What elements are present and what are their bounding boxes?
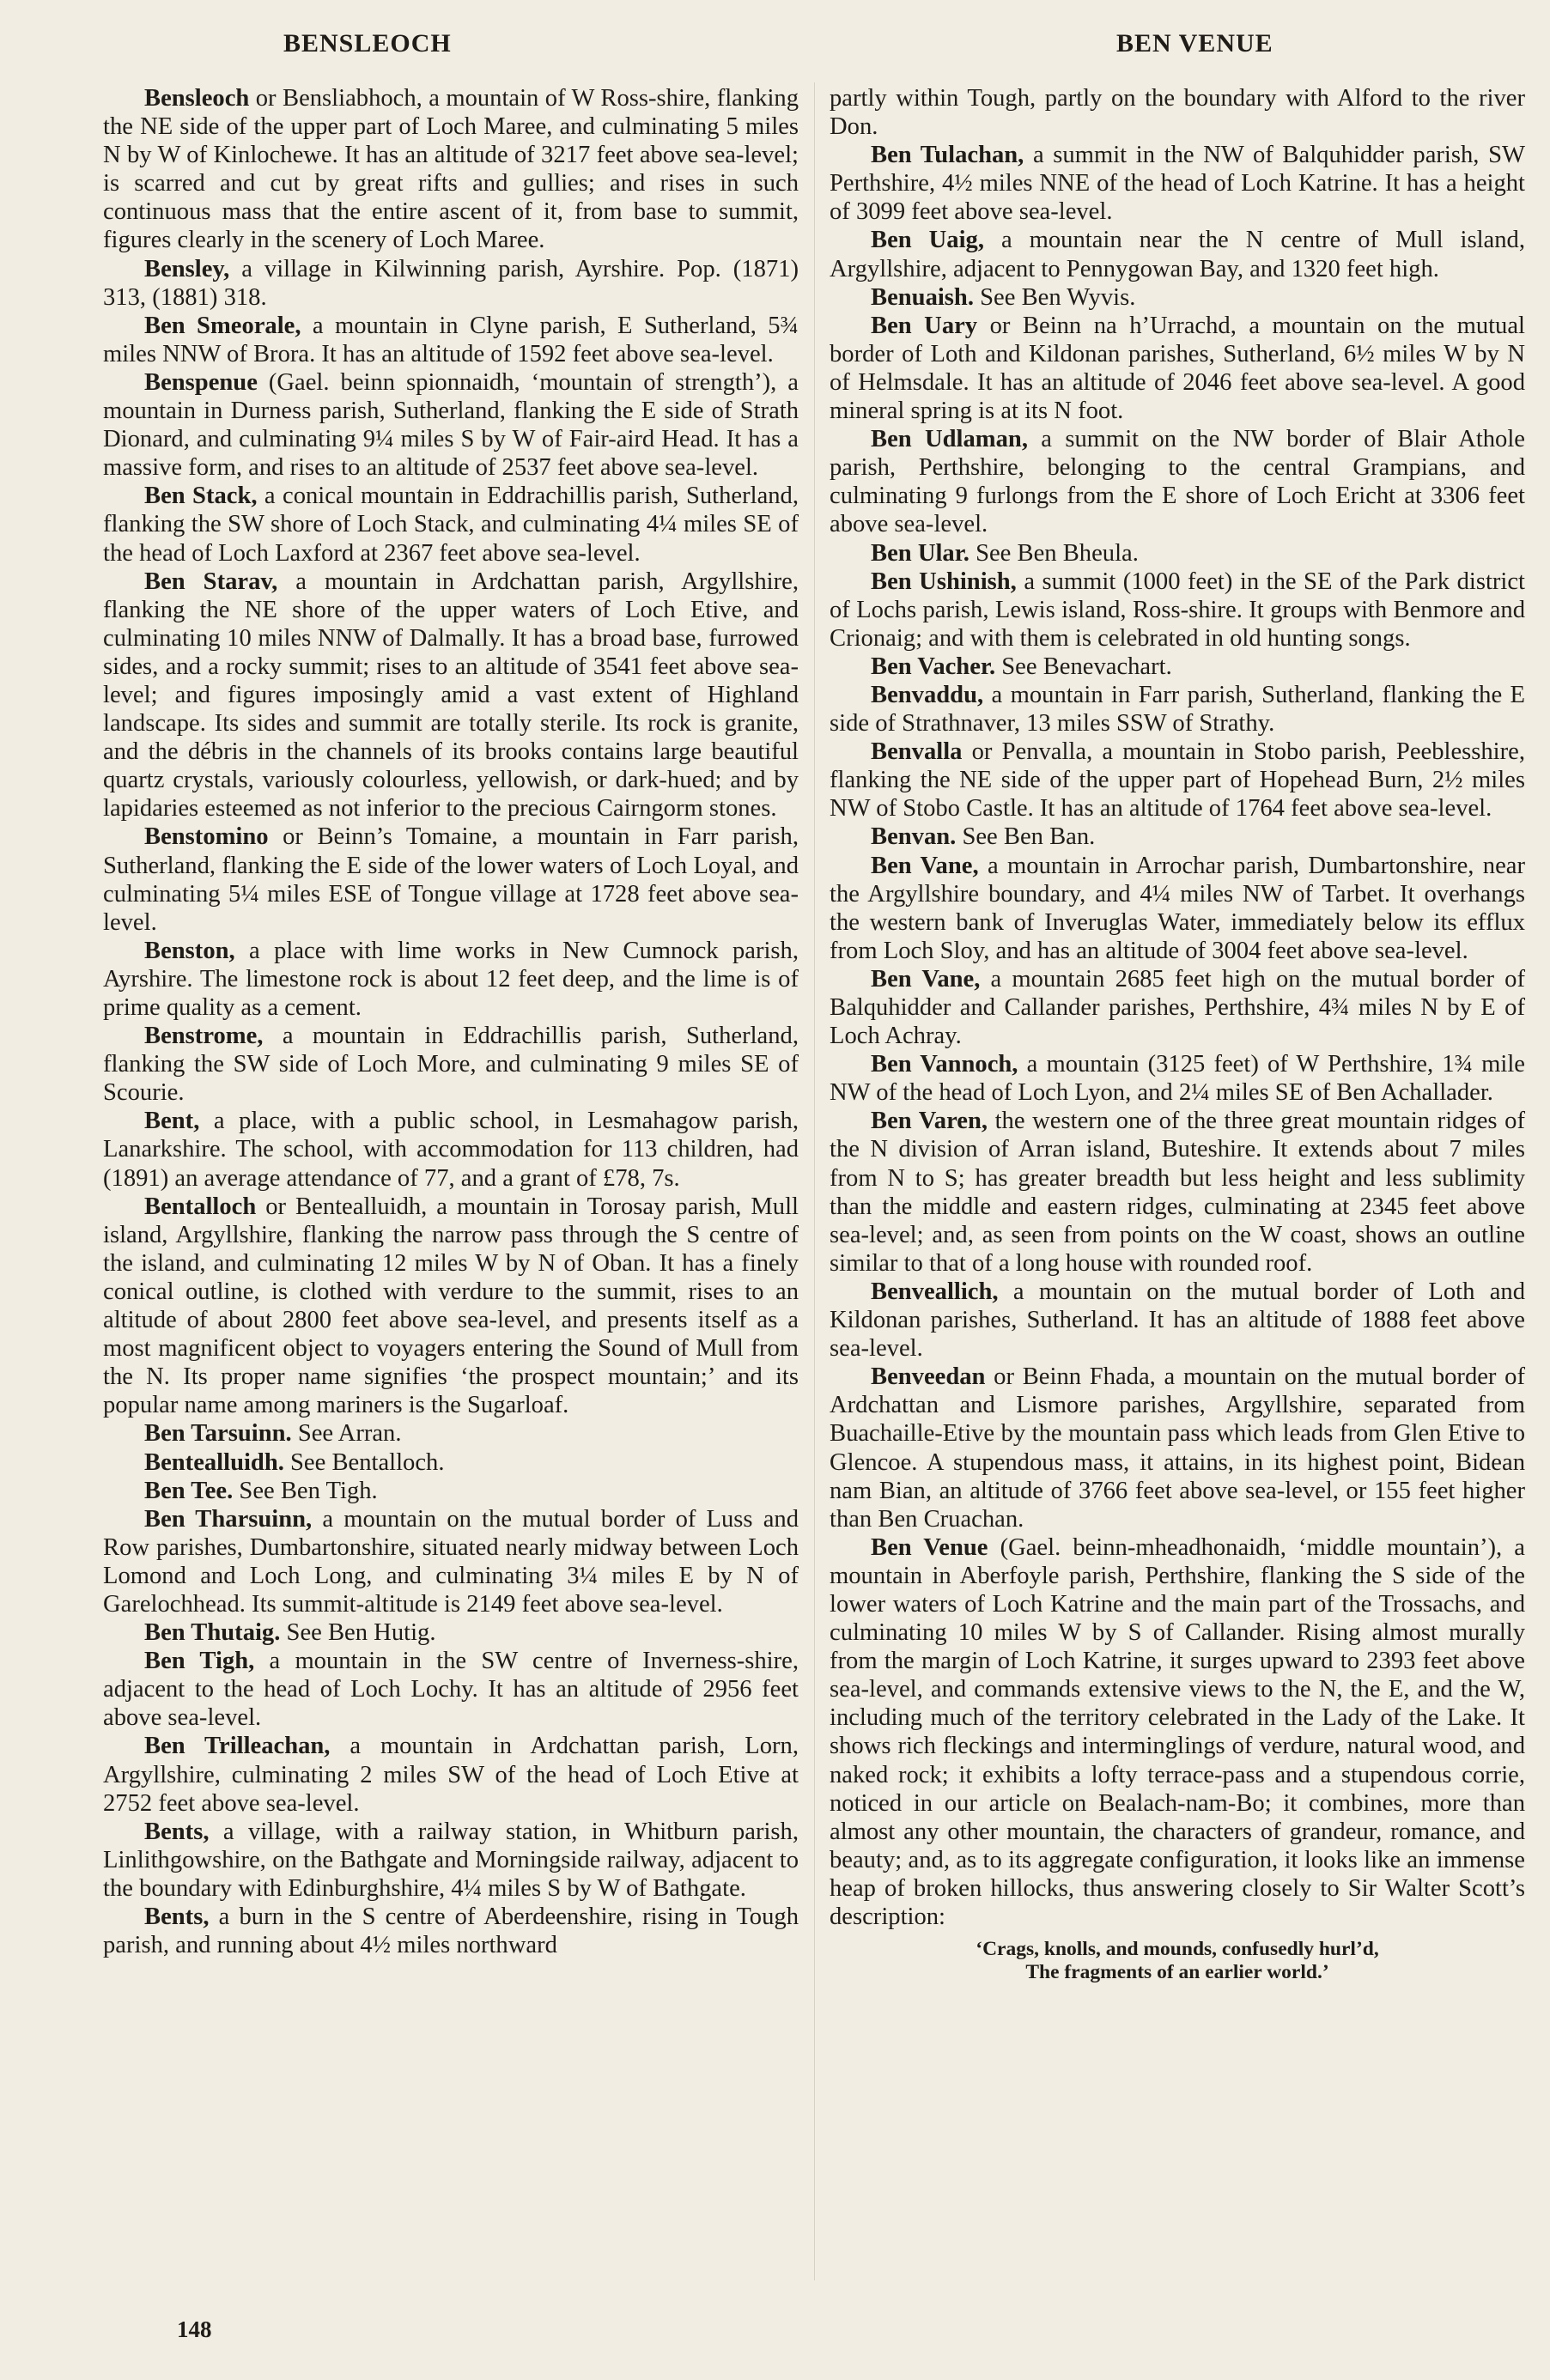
entry-text: a village, with a railway station, in Whitburn parish, Linlithgowshire, on the Bathgate and Morningside railway, adjacent to the boundary with Edinburghshire, 4¼ miles S by W of Bathgate. (103, 1818, 799, 1902)
entry-headword: Bentalloch (144, 1193, 257, 1220)
gazetteer-entry (830, 1278, 1525, 1363)
entry-headword: Benston, (144, 937, 235, 964)
entry-headword: Ben Vannoch, (871, 1051, 1018, 1078)
entry-text: See Ben Ban. (956, 823, 1096, 851)
entry-headword: Ben Tee. (144, 1477, 234, 1504)
gazetteer-entry (830, 141, 1525, 226)
gazetteer-entry (830, 425, 1525, 538)
entry-text: a mountain in Ardchattan parish, Lorn, Argyllshire, culminating 2 miles SW of the head of Loch Etive at 2752 feet above sea-level. (103, 1733, 799, 1817)
entry-headword: Ben Vacher. (871, 653, 996, 680)
gazetteer-entry (830, 965, 1525, 1050)
entry-text: or Beinn Fhada, a mountain on the mutual border of Ardchattan and Lismore parishes, Argyllshire, separated from Buachaille-Etive by the mountain pass which leads from Glen Etive to Glencoe. A stupendous mass, it attains, in its highest point, Bidean nam Bian, an altitude of 3766 feet above sea-level, or 155 feet higher than Ben Cruachan. (830, 1363, 1525, 1533)
gazetteer-entry (103, 1732, 799, 1817)
gazetteer-entry (103, 937, 799, 1022)
gazetteer-entry (103, 823, 799, 936)
entry-text: a mountain (3125 feet) of W Perthshire, 1¾ mile NW of the head of Loch Lyon, and 2¼ miles SE of Ben Achallader. (830, 1051, 1525, 1107)
entry-text: See Bentalloch. (283, 1448, 445, 1476)
entry-text: See Ben Bheula. (969, 539, 1139, 567)
entry-text: (Gael. beinn-mheadhonaidh, ‘middle mountain’), a mountain in Aberfoyle parish, Perthshire, flanking the S side of the lower waters of Loch Katrine and the main part of the Trossachs, and culminating 10 miles W by S of Callander. Rising almost murally from the margin of Loch Katrine, it surges upward to 2393 feet above sea-level, and commands extensive views to the N, the E, and the W, including much of the territory celebrated in the Lady of the Lake. It shows rich fleckings and interminglings of verdure, natural wood, and naked rock; it exhibits a lofty terrace-pass and a stupendous corrie, noticed in our article on Bealach-nam-Bo; it combines, more than almost any other mountain, the characters of grandeur, romance, and beauty; and, as to its aggregate configuration, it looks like an immense heap of broken hillocks, thus answering closely to Sir Walter Scott’s description: (830, 1533, 1525, 1930)
entry-headword: Ben Tarsuinn. (144, 1420, 292, 1448)
gazetteer-entry (830, 1533, 1525, 1931)
entry-headword: Benveallich, (871, 1278, 999, 1305)
gazetteer-entry (103, 1477, 799, 1505)
entry-text: or Bensliabhoch, a mountain of W Ross-shire, flanking the NE side of the upper part of Loch Maree, and culminating 5 miles N by W of Kinlochewe. It has an altitude of 3217 feet above sea-level; is scarred and cut by great rifts and gullies; and rises in such continuous mass that the entire ascent of it, from base to summit, figures clearly in the scenery of Loch Maree. (103, 85, 799, 254)
gazetteer-entry (830, 823, 1525, 851)
entry-headword: Ben Smeorale, (144, 312, 301, 339)
right-column (830, 84, 1525, 1984)
gazetteer-entry (103, 1903, 799, 1959)
entry-text: or Beinn na h’Urrachd, a mountain on the mutual border of Loth and Kildonan parishes, Sutherland, 6½ miles W by N of Helmsdale. It has an altitude of 2046 feet above sea-level. A good mineral spring is at its N foot. (830, 312, 1525, 425)
entry-headword: Ben Vane, (871, 965, 981, 993)
running-head-right: BEN VENUE (1116, 29, 1273, 58)
gazetteer-entry (830, 1050, 1525, 1107)
page-number: 148 (177, 2316, 212, 2342)
gazetteer-entry (830, 539, 1525, 568)
entry-text: a mountain in Eddrachillis parish, Sutherland, flanking the SW side of Loch More, and culminating 9 miles SE of Scourie. (103, 1023, 799, 1107)
gazetteer-entry (830, 226, 1525, 282)
gazetteer-entry (103, 482, 799, 567)
entry-headword: Bensley, (144, 255, 230, 282)
entry-headword: Ben Trilleachan, (144, 1733, 331, 1760)
gazetteer-entry (830, 1107, 1525, 1278)
entry-headword: Ben Tigh, (144, 1648, 255, 1675)
entry-text: the western one of the three great mountain ridges of the N division of Arran island, Buteshire. It extends about 7 miles from N to S; has greater breadth but less height and less sublimity than the middle and eastern ridges, culminating at 2345 feet above sea-level; and, as seen from points on the W coast, shows an outline similar to that of a long house with rounded roof. (830, 1108, 1525, 1277)
entry-headword: Benstrome, (144, 1023, 264, 1050)
entry-text: See Ben Tigh. (233, 1477, 378, 1504)
gazetteer-entry (103, 1022, 799, 1107)
entry-headword: Ben Vane, (871, 852, 979, 879)
entry-text: a burn in the S centre of Aberdeenshire, rising in Tough parish, and running about 4½ miles northward (103, 1903, 799, 1959)
quotation (830, 1938, 1525, 1984)
entry-text: a mountain on the mutual border of Luss and Row parishes, Dumbartonshire, situated nearly midway between Loch Lomond and Loch Long, and culminating 3¼ miles E by N of Garelochhead. Its summit-altitude is 2149 feet above sea-level. (103, 1505, 799, 1618)
entry-text: a place with lime works in New Cumnock parish, Ayrshire. The limestone rock is about 12 feet deep, and the lime is of prime quality as a cement. (103, 937, 799, 1021)
entry-headword: Ben Varen, (871, 1108, 988, 1135)
entry-text: a mountain in Farr parish, Sutherland, flanking the E side of Strathnaver, 13 miles SSW of Strathy. (830, 681, 1525, 738)
entry-headword: Benveedan (871, 1363, 986, 1391)
entry-text: a mountain near the N centre of Mull island, Argyllshire, adjacent to Pennygowan Bay, and 1320 feet high. (830, 227, 1525, 282)
gazetteer-entry (103, 1647, 799, 1732)
entry-text: or Bentealluidh, a mountain in Torosay parish, Mull island, Argyllshire, flanking the narrow pass through the S centre of the island, and culminating 12 miles W by N of Oban. It has a finely conical outline, is clothed with verdure to the summit, rises to an altitude of about 2800 feet above sea-level, and presents itself as a most magnificent object to voyagers entering the Sound of Mull from the N. Its proper name signifies ‘the prospect mountain;’ and its popular name among mariners is the Sugarloaf. (103, 1193, 799, 1419)
entry-text: See Ben Wyvis. (974, 283, 1136, 311)
entry-headword: Ben Thutaig. (144, 1619, 281, 1647)
entry-continuation: partly within Tough, partly on the boundary with Alford to the river Don. (830, 85, 1525, 141)
entry-text: or Beinn’s Tomaine, a mountain in Farr parish, Sutherland, flanking the E side of the lower waters of Loch Loyal, and culminating 5¼ miles ESE of Tongue village at 1728 feet above sea-level. (103, 823, 799, 936)
entry-headword: Ben Ushinish, (871, 568, 1017, 595)
entry-headword: Benvalla (871, 738, 963, 766)
entry-headword: Benvan. (871, 823, 957, 851)
gazetteer-entry (830, 312, 1525, 425)
gazetteer-entry (103, 1107, 799, 1192)
entry-text: a conical mountain in Eddrachillis parish, Sutherland, flanking the SW shore of Loch Stack, and culminating 4¼ miles SE of the head of Loch Laxford at 2367 feet above sea-level. (103, 483, 799, 567)
entry-headword: Ben Uary (871, 312, 978, 339)
entry-text: a place, with a public school, in Lesmahagow parish, Lanarkshire. The school, with accommodation for 113 children, had (1891) an average attendance of 77, and a grant of £78, 7s. (103, 1108, 799, 1192)
entry-text: or Penvalla, a mountain in Stobo parish, Peeblesshire, flanking the NE side of the upper part of Hopehead Burn, 2½ miles NW of Stobo Castle. It has an altitude of 1764 feet above sea-level. (830, 738, 1525, 823)
entry-text: a village in Kilwinning parish, Ayrshire. Pop. (1871) 313, (1881) 318. (103, 255, 799, 311)
entry-headword: Bent, (144, 1108, 200, 1135)
entry-text: a mountain in the SW centre of Inverness-shire, adjacent to the head of Loch Lochy. It has an altitude of 2956 feet above sea-level. (103, 1648, 799, 1732)
gazetteer-entry (830, 681, 1525, 738)
gazetteer-entry (103, 1505, 799, 1618)
entry-text: a mountain in Arrochar parish, Dumbartonshire, near the Argyllshire boundary, and 4¼ miles NW of Tarbet. It overhangs the western bank of Inveruglas Water, immediately below its efflux from Loch Sloy, and has an altitude of 3004 feet above sea-level. (830, 852, 1525, 964)
gazetteer-entry (830, 283, 1525, 312)
entry-headword: Bensleoch (144, 85, 250, 112)
entry-headword: Benstomino (144, 823, 269, 851)
entry-text: (Gael. beinn spionnaidh, ‘mountain of strength’), a mountain in Durness parish, Sutherland, flanking the E side of Strath Dionard, and culminating 9¼ miles S by W of Fair-aird Head. It has a massive form, and rises to an altitude of 2537 feet above sea-level. (103, 368, 799, 482)
gazetteer-entry (830, 653, 1525, 681)
entry-headword: Ben Tharsuinn, (144, 1505, 313, 1533)
gazetteer-entry (830, 738, 1525, 823)
gazetteer-entry (103, 255, 799, 312)
gazetteer-entry (103, 1193, 799, 1420)
entry-headword: Benuaish. (871, 283, 974, 311)
entry-headword: Ben Uaig, (871, 227, 984, 254)
entry-headword: Ben Udlaman, (871, 426, 1028, 453)
entry-text: See Benevachart. (995, 653, 1172, 680)
entry-headword: Ben Ular. (871, 539, 970, 567)
entry-text: a summit in the NW of Balquhidder parish, SW Perthshire, 4½ miles NNE of the head of Loch Katrine. It has a height of 3099 feet above sea-level. (830, 142, 1525, 226)
gazetteer-entry (103, 84, 799, 255)
entry-headword: Bentealluidh. (144, 1448, 284, 1476)
gazetteer-entry (103, 312, 799, 368)
entry-text: a mountain in Ardchattan parish, Argyllshire, flanking the NE shore of the upper waters of Loch Etive, and culminating 10 miles NNW of Dalmally. It has a broad base, furrowed sides, and a rocky summit; rises to an altitude of 3541 feet above sea-level; and figures imposingly amid a vast extent of Highland landscape. Its sides and summit are totally sterile. Its rock is granite, and the débris in the channels of its brooks contains large beautiful quartz crystals, variously colourless, yellowish, or dark-hued; and by lapidaries esteemed as not inferior to the precious Cairngorm stones. (103, 568, 799, 823)
entry-text: a summit on the NW border of Blair Athole parish, Perthshire, belonging to the central Grampians, and culminating 9 furlongs from the E shore of Loch Ericht at 3306 feet above sea-level. (830, 426, 1525, 538)
left-column (103, 84, 799, 1959)
running-head-left: BENSLEOCH (283, 29, 452, 58)
gazetteer-entry (830, 1363, 1525, 1533)
gazetteer-entry (103, 1818, 799, 1903)
quotation-line: ‘Crags, knolls, and mounds, confusedly hurl’d, (976, 1938, 1379, 1961)
entry-text: See Arran. (291, 1420, 402, 1448)
entry-headword: Bents, (144, 1818, 210, 1845)
gazetteer-entry (103, 568, 799, 823)
entry-text: a summit (1000 feet) in the SE of the Park district of Lochs parish, Lewis island, Ross-shire. It groups with Benmore and Crionaig; and with them is celebrated in old hunting songs. (830, 568, 1526, 652)
entry-headword: Benspenue (144, 368, 258, 396)
entry-text: a mountain on the mutual border of Loth and Kildonan parishes, Sutherland. It has an altitude of 1888 feet above sea-level. (830, 1278, 1525, 1363)
gazetteer-entry (103, 1448, 799, 1477)
entry-headword: Benvaddu, (871, 681, 984, 708)
entry-headword: Ben Stack, (144, 483, 258, 510)
entry-text: a mountain 2685 feet high on the mutual border of Balquhidder and Callander parishes, Perthshire, 4¾ miles N by E of Loch Achray. (830, 965, 1525, 1050)
gazetteer-entry (830, 568, 1525, 653)
entry-headword: Bents, (144, 1903, 210, 1930)
gazetteer-entry (103, 1419, 799, 1448)
entry-text: See Ben Hutig. (280, 1619, 436, 1647)
entry-headword: Ben Starav, (144, 568, 278, 595)
entry-headword: Ben Venue (871, 1533, 988, 1561)
entry-text: a mountain in Clyne parish, E Sutherland, 5¾ miles NNW of Brora. It has an altitude of 1592 feet above sea-level. (103, 312, 799, 367)
gazetteer-entry (103, 1618, 799, 1647)
entry-headword: Ben Tulachan, (871, 142, 1024, 169)
quotation-line: The fragments of an earlier world.’ (1025, 1961, 1329, 1984)
gazetteer-entry (830, 852, 1525, 965)
gazetteer-entry (103, 368, 799, 482)
column-divider (814, 82, 815, 2280)
